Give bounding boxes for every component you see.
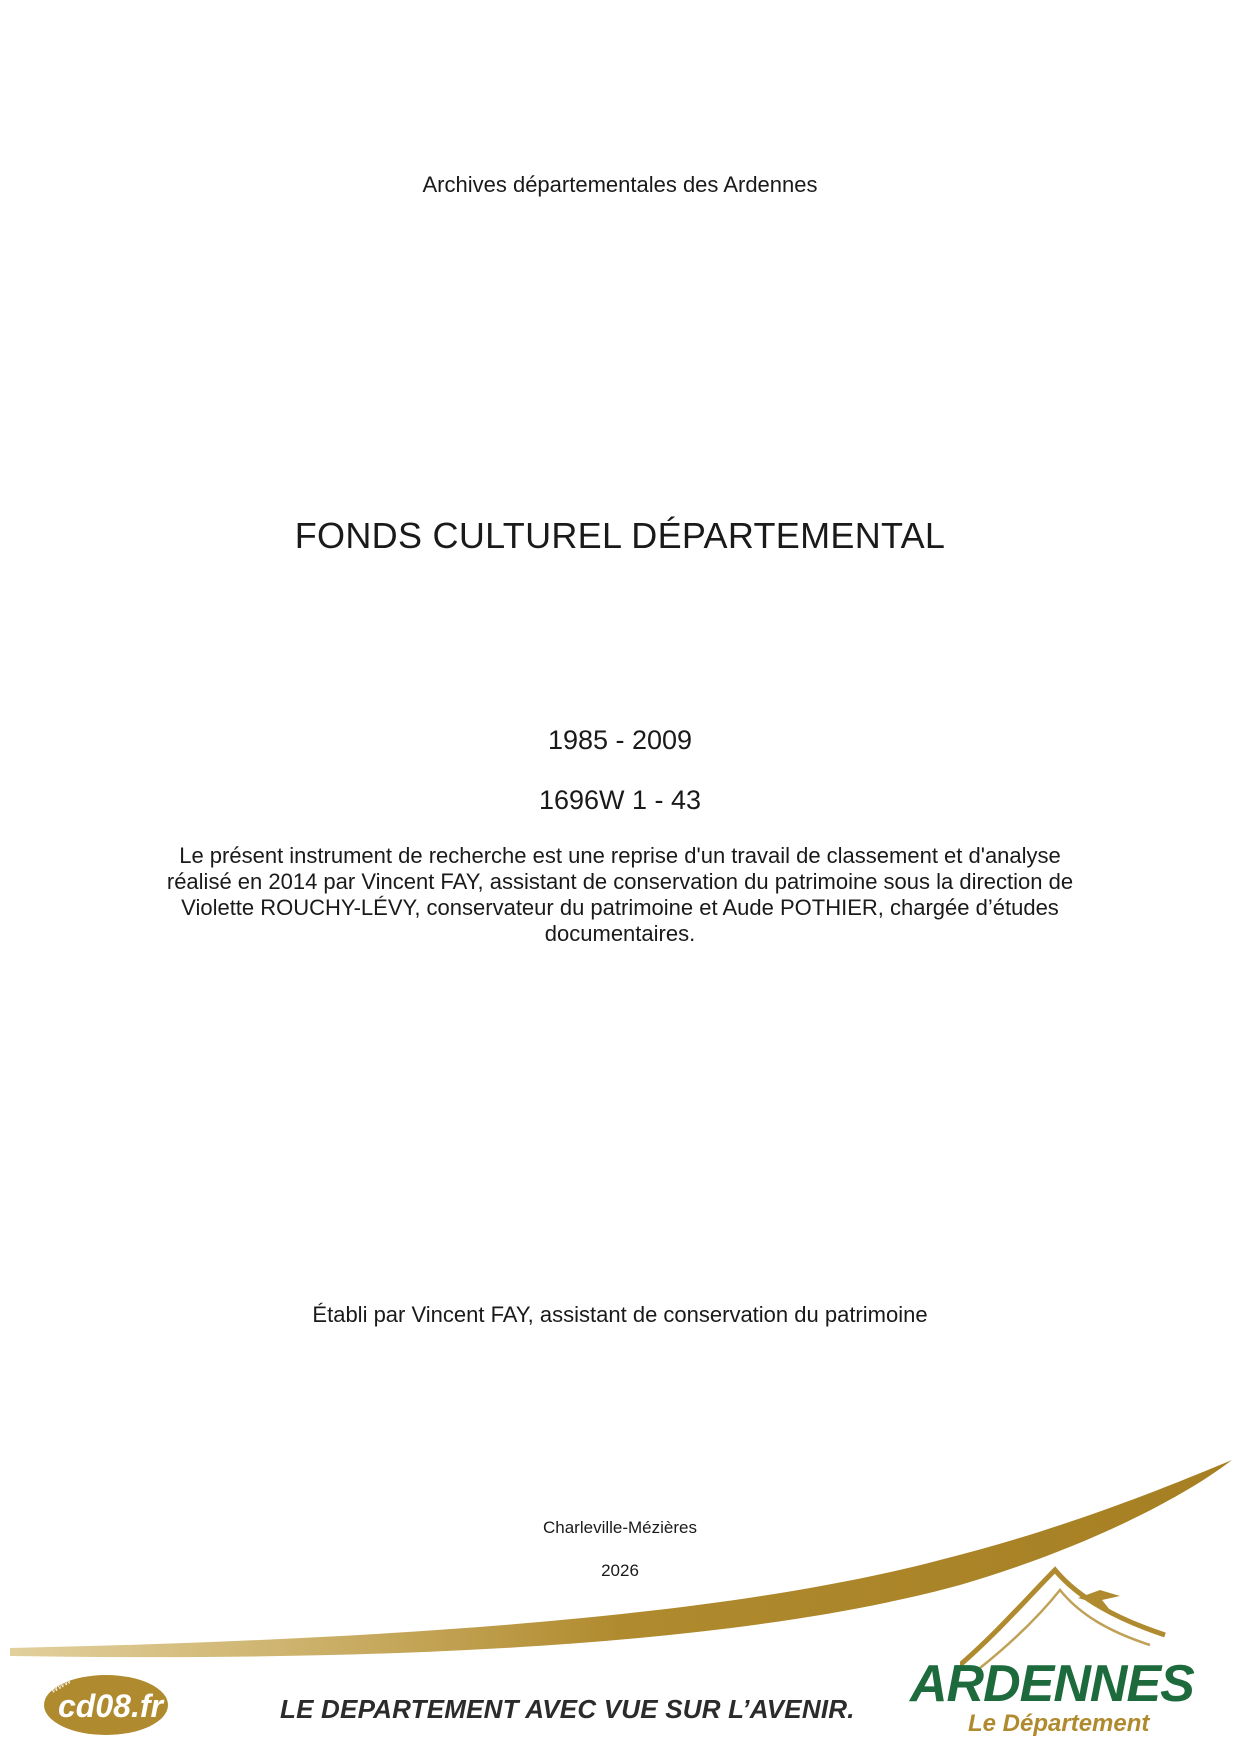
cd08-logo-text: cd08.fr (58, 1688, 163, 1724)
ardennes-logo-subtitle: Le Département (968, 1710, 1150, 1737)
ardennes-logo-mark-icon (960, 1560, 1170, 1670)
cd08-logo-prefix: www (48, 1675, 73, 1696)
ardennes-logo-word: ARDENNES (910, 1655, 1194, 1713)
archives-header: Archives départementales des Ardennes (422, 172, 818, 197)
fonds-title: FONDS CULTUREL DÉPARTEMENTAL (294, 515, 946, 556)
year-line: 2026 (601, 1561, 639, 1580)
author-line: Établi par Vincent FAY, assistant de conservation du patrimoine (312, 1302, 928, 1327)
city-line: Charleville-Mézières (543, 1518, 697, 1537)
description-paragraph: Le présent instrument de recherche est une reprise d'un travail de classement et d'analyse réalisé en 2014 par Vincent FAY, assistant de conservation du patrimoine sous la direction de Violette ROUCHY-LÉVY, conservateur du patrimoine et Aude POTHIER, chargée d’études documentaires. (166, 843, 1074, 946)
department-slogan: LE DEPARTEMENT AVEC VUE SUR L’AVENIR. (280, 1694, 855, 1724)
archive-cote: 1696W 1 - 43 (538, 785, 702, 815)
date-range: 1985 - 2009 (547, 725, 693, 755)
